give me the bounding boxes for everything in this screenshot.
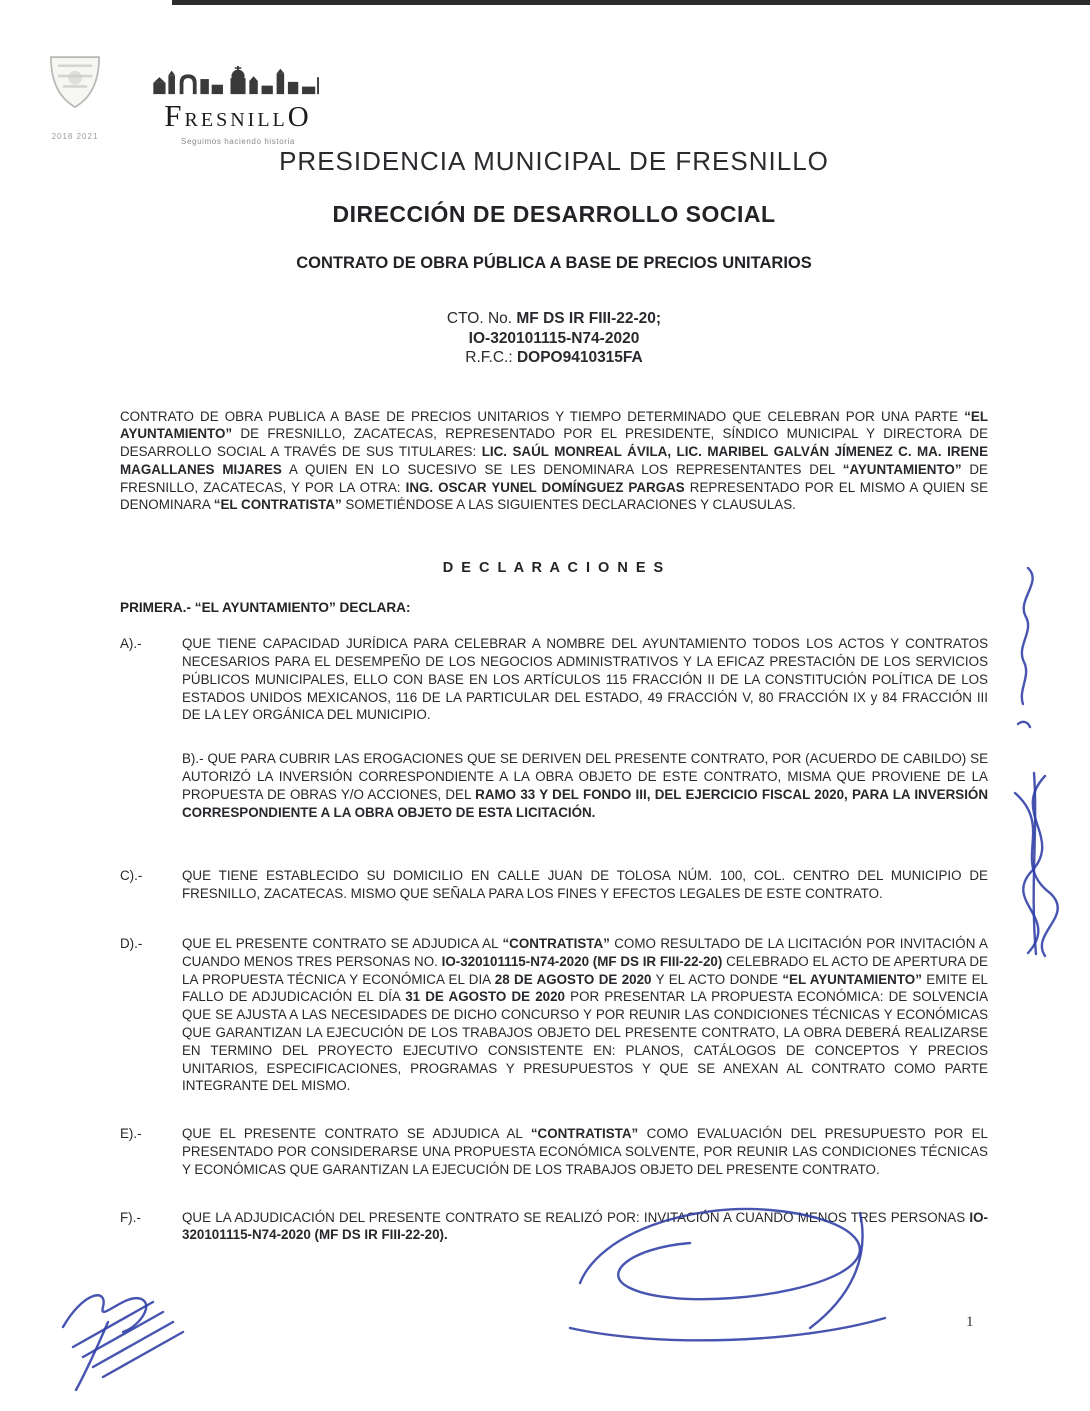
declaration-item-e <box>120 1125 988 1178</box>
item-text-f: QUE LA ADJUDICACIÓN DEL PRESENTE CONTRATO SE REALIZÓ POR: INVITACIÓN A CUANDO MENOS TRES PERSONAS IO-320101115-N74-2020 (MF DS IR FIII-22-20). <box>182 1209 988 1243</box>
item-text-b: B).- QUE PARA CUBRIR LAS EROGACIONES QUE SE DERIVEN DEL PRESENTE CONTRATO, POR (ACUERDO DE CABILDO) SE AUTORIZÓ LA INVERSIÓN CORRESPONDIENTE A LA OBRA OBJETO DE ESTE CONTRATO, MISMA QUE PROVIENE DE LA PROPUESTA DE OBRAS Y/O ACCIONES, DEL RAMO 33 Y DEL FONDO III, DEL EJERCICIO FISCAL 2020, PARA LA INVERSIÓN CORRESPONDIENTE A LA OBRA OBJETO DE ESTA LICITACIÓN. <box>182 751 988 820</box>
item-text-a: QUE TIENE CAPACIDAD JURÍDICA PARA CELEBRAR A NOMBRE DEL AYUNTAMIENTO TODOS LOS ACTOS Y CONTRATOS NECESARIOS PARA EL DESEMPEÑO DE LOS NEGOCIOS ADMINISTRATIVOS Y LA EFICAZ PRESTACIÓN DE LOS SERVICIOS PÚBLICOS MUNICIPALES, ELLO CON BASE EN LOS ARTÍCULOS 115 FRACCIÓN II DE LA CONSTITUCIÓN POLÍTICA DE LOS ESTADOS UNIDOS MEXICANOS, 116 DE LA PARTICULAR DEL ESTADO, 49 FRACCIÓN V, 80 FRACCIÓN IX y 84 FRACCIÓN III DE LA LEY ORGÁNICA DEL MUNICIPIO. <box>182 636 988 723</box>
crest-icon <box>37 52 113 126</box>
declaraciones-heading: D E C L A R A C I O N E S <box>442 560 666 577</box>
crest-caption: 2018 2021 <box>51 132 99 141</box>
logo-letter-o: O <box>287 101 312 133</box>
item-label-c: C).- <box>120 868 143 884</box>
signature-ink-bottom-left <box>48 1272 213 1402</box>
skyline-icon <box>146 64 331 96</box>
declaration-item-f <box>120 1209 988 1245</box>
item-label-e: E).- <box>120 1126 142 1142</box>
item-text-d: QUE EL PRESENTE CONTRATO SE ADJUDICA AL “CONTRATISTA” COMO RESULTADO DE LA LICITACIÓN POR INVITACIÓN A CUANDO MENOS TRES PERSONAS NO. IO-320101115-N74-2020 (MF DS IR FIII-22-20) CELEBRADO EL ACTO DE APERTURA DE LA PROPUESTA TÉCNICA Y ECONÓMICA EL DIA 28 DE AGOSTO DE 2020 Y EL ACTO DONDE “EL AYUNTAMIENTO” EMITE EL FALLO DE ADJUDICACIÓN EL DÍA 31 DE AGOSTO DE 2020 POR PRESENTAR LA PROPUESTA ECONÓMICA: DE SOLVENCIA QUE SE AJUSTA A LAS NECESIDADES DE DICHO CONCURSO Y POR REUNIR LAS CONDICIONES TÉCNICAS Y ECONÓMICAS QUE GARANTIZAN LA EJECUCIÓN DE LOS TRABAJOS OBJETO DEL PRESENTE CONTRATO, LA OBRA DEBERÁ REALIZARSE EN TERMINO DEL PROYECTO EJECUTIVO CONSISTENTE EN: PLANOS, CATÁLOGOS DE CONCEPTOS Y PRECIOS UNITARIOS, ESPECIFICACIONES, PROGRAMAS Y PRESUPUESTOS Y QUE SE ANEXAN AL CONTRATO COMO PARTE INTEGRANTE DEL MISMO. <box>182 936 989 1094</box>
municipal-crest <box>36 52 114 141</box>
item-label-f: F).- <box>120 1209 141 1225</box>
logo-tagline: Seguimos haciendo historia <box>181 137 295 146</box>
declaration-item-a <box>120 635 988 724</box>
contract-numbers-block <box>120 309 988 368</box>
item-label-d: D).- <box>120 936 143 952</box>
department-subtitle: DIRECCIÓN DE DESARROLLO SOCIAL <box>332 201 776 227</box>
rfc-line: R.F.C.: DOPO9410315FA <box>465 349 643 366</box>
contract-heading: CONTRATO DE OBRA PÚBLICA A BASE DE PRECIOS UNITARIOS <box>296 254 812 272</box>
io-number-line: IO-320101115-N74-2020 <box>468 329 640 347</box>
item-label-b <box>120 750 182 821</box>
logo-wordmark <box>138 98 338 137</box>
intro-paragraph: CONTRATO DE OBRA PUBLICA A BASE DE PRECIOS UNITARIOS Y TIEMPO DETERMINADO QUE CELEBRAN POR UNA PARTE “EL AYUNTAMIENTO” DE FRESNILLO, ZACATECAS, REPRESENTADO POR EL PRESIDENTE, SÍNDICO MUNICIPAL Y DIRECTORA DE DESARROLLO SOCIAL A TRAVÉS DE SUS TITULARES: LIC. SAÚL MONREAL ÁVILA, LIC. MARIBEL GALVÁN JÍMENEZ C. MA. IRENE MAGALLANES MIJARES A QUIEN EN LO SUCESIVO SE LES DENOMINARA LOS REPRESENTANTES DEL “AYUNTAMIENTO” DE FRESNILLO, ZACATECAS, Y POR LA OTRA: ING. OSCAR YUNEL DOMÍNGUEZ PARGAS REPRESENTADO POR EL MISMO A QUIEN SE DENOMINARA “EL CONTRATISTA” SOMETIÉNDOSE A LAS SIGUIENTES DECLARACIONES Y CLAUSULAS. <box>120 408 989 513</box>
declaration-item-d <box>120 935 988 1095</box>
item-text-c: QUE TIENE ESTABLECIDO SU DOMICILIO EN CALLE JUAN DE TOLOSA NÚM. 100, COL. CENTRO DEL MUNICIPIO DE FRESNILLO, ZACATECAS. MISMO QUE SEÑALA PARA LOS FINES Y EFECTOS LEGALES DE ESTE CONTRATO. <box>182 868 988 902</box>
fresnillo-logo <box>138 64 338 146</box>
item-label-a: A).- <box>120 636 142 652</box>
scan-artifact-strip <box>172 0 1090 5</box>
page-title: PRESIDENCIA MUNICIPAL DE FRESNILLO <box>279 146 829 176</box>
item-text-e: QUE EL PRESENTE CONTRATO SE ADJUDICA AL “CONTRATISTA” COMO EVALUACIÓN DEL PRESUPUESTO POR EL PRESENTADO POR CONSIDERARSE UNA PROPUESTA ECONÓMICA SOLVENTE, POR REUNIR LAS CONDICIONES TÉCNICAS Y ECONÓMICAS QUE GARANTIZAN LA EJECUCIÓN DE LOS TRABAJOS OBJETO DEL PRESENTE CONTRATO. <box>182 1126 988 1177</box>
declaration-item-b <box>120 750 988 821</box>
logo-letters-mid: RESNILL <box>184 109 288 131</box>
logo-letter-f: F <box>164 98 185 133</box>
primera-declaration-heading: PRIMERA.- “EL AYUNTAMIENTO” DECLARA: <box>120 600 411 616</box>
page-number: 1 <box>966 1314 974 1330</box>
cto-number-line: CTO. No. MF DS IR FIII-22-20; <box>446 310 662 327</box>
declaration-item-c <box>120 867 988 903</box>
